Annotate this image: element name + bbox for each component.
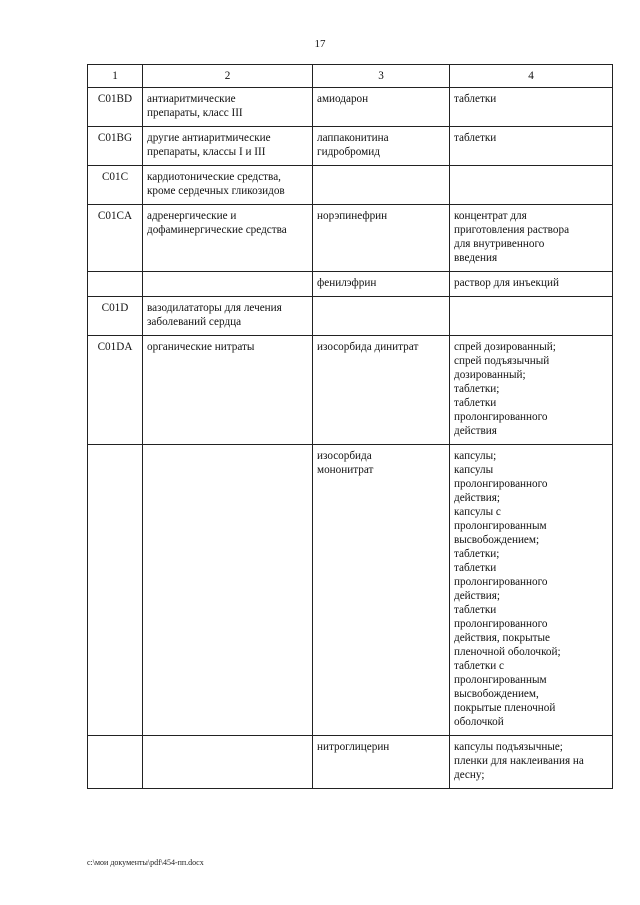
medication-table — [87, 64, 613, 789]
cell-text-line: введения — [454, 252, 498, 264]
cell-text-line: пленочной оболочкой; — [454, 646, 561, 658]
group-name-cell — [143, 205, 313, 272]
table-header-row — [88, 65, 613, 88]
group-name-cell — [143, 736, 313, 789]
cell-text-line: пролонгированного — [454, 478, 548, 490]
atc-code-cell: C01DA — [88, 336, 143, 445]
dosage-form-cell — [450, 88, 613, 127]
cell-text-line: заболеваний сердца — [147, 316, 242, 328]
cell-text-line: таблетки — [454, 132, 497, 144]
cell-text-line: пролонгированного — [454, 411, 548, 423]
cell-text-line: изосорбида — [317, 450, 372, 462]
atc-code-cell: C01BD — [88, 88, 143, 127]
drug-name-cell — [313, 205, 450, 272]
cell-text-line: таблетки; — [454, 548, 500, 560]
table-row — [88, 88, 613, 127]
drug-name-cell — [313, 736, 450, 789]
cell-text-line: другие антиаритмические — [147, 132, 271, 144]
atc-code-cell: C01C — [88, 166, 143, 205]
cell-text-line: амиодарон — [317, 93, 369, 105]
cell-text-line: пленки для наклеивания на — [454, 755, 584, 767]
dosage-form-cell — [450, 445, 613, 736]
group-name-cell — [143, 88, 313, 127]
table-row — [88, 336, 613, 445]
cell-text-line: капсулы — [454, 464, 494, 476]
atc-code-cell — [88, 736, 143, 789]
cell-text-line: кроме сердечных гликозидов — [147, 185, 285, 197]
cell-text-line: спрей дозированный; — [454, 341, 556, 353]
atc-code-cell: C01CA — [88, 205, 143, 272]
cell-text-line: оболочкой — [454, 716, 504, 728]
cell-text-line: таблетки с — [454, 660, 505, 672]
dosage-form-cell — [450, 336, 613, 445]
group-name-cell — [143, 272, 313, 297]
cell-text-line: таблетки — [454, 562, 497, 574]
cell-text-line: дозированный; — [454, 369, 526, 381]
cell-text-line: капсулы с — [454, 506, 501, 518]
cell-text-line: фенилэфрин — [317, 277, 377, 289]
cell-text-line: капсулы; — [454, 450, 497, 462]
group-name-cell — [143, 445, 313, 736]
dosage-form-cell — [450, 272, 613, 297]
cell-text-line: адренергические и — [147, 210, 237, 222]
cell-text-line: высвобождением, — [454, 688, 539, 700]
cell-text-line: действия — [454, 425, 497, 437]
cell-text-line: мононитрат — [317, 464, 374, 476]
cell-text-line: изосорбида динитрат — [317, 341, 419, 353]
cell-text-line: препараты, класс III — [147, 107, 243, 119]
atc-code-cell: C01D — [88, 297, 143, 336]
cell-text-line: концентрат для — [454, 210, 527, 222]
drug-name-cell — [313, 166, 450, 205]
group-name-cell — [143, 127, 313, 166]
column-header: 3 — [313, 65, 450, 88]
cell-text-line: раствор для инъекций — [454, 277, 559, 289]
table-body — [88, 88, 613, 789]
cell-text-line: органические нитраты — [147, 341, 255, 353]
group-name-cell — [143, 166, 313, 205]
group-name-cell — [143, 297, 313, 336]
cell-text-line: пролонгированного — [454, 576, 548, 588]
table-row — [88, 127, 613, 166]
cell-text-line: действия; — [454, 492, 501, 504]
table-row — [88, 205, 613, 272]
dosage-form-cell — [450, 127, 613, 166]
dosage-form-cell — [450, 297, 613, 336]
cell-text-line: таблетки — [454, 604, 497, 616]
drug-name-cell — [313, 88, 450, 127]
drug-name-cell — [313, 272, 450, 297]
drug-name-cell — [313, 336, 450, 445]
cell-text-line: нитроглицерин — [317, 741, 390, 753]
dosage-form-cell — [450, 166, 613, 205]
cell-text-line: антиаритмические — [147, 93, 236, 105]
cell-text-line: действия; — [454, 590, 501, 602]
cell-text-line: пролонгированного — [454, 618, 548, 630]
group-name-cell — [143, 336, 313, 445]
cell-text-line: таблетки; — [454, 383, 500, 395]
cell-text-line: гидробромид — [317, 146, 380, 158]
cell-text-line: для внутривенного — [454, 238, 545, 250]
column-header: 2 — [143, 65, 313, 88]
cell-text-line: норэпинефрин — [317, 210, 388, 222]
cell-text-line: десну; — [454, 769, 485, 781]
cell-text-line: покрытые пленочной — [454, 702, 556, 714]
dosage-form-cell — [450, 736, 613, 789]
table-row — [88, 445, 613, 736]
atc-code-cell — [88, 445, 143, 736]
dosage-form-cell — [450, 205, 613, 272]
page-number: 17 — [314, 38, 326, 50]
table-row — [88, 166, 613, 205]
table-row — [88, 736, 613, 789]
cell-text-line: пролонгированным — [454, 674, 547, 686]
drug-name-cell — [313, 297, 450, 336]
cell-text-line: спрей подъязычный — [454, 355, 550, 367]
cell-text-line: приготовления раствора — [454, 224, 570, 236]
cell-text-line: таблетки — [454, 93, 497, 105]
column-header: 1 — [88, 65, 143, 88]
cell-text-line: капсулы подъязычные; — [454, 741, 563, 753]
cell-text-line: вазодилататоры для лечения — [147, 302, 282, 314]
table-row — [88, 297, 613, 336]
drug-name-cell — [313, 127, 450, 166]
footer-file-path: c:\мои документы\pdf\454-пп.docx — [87, 858, 204, 867]
cell-text-line: дофаминергические средства — [147, 224, 287, 236]
atc-code-cell — [88, 272, 143, 297]
drug-name-cell — [313, 445, 450, 736]
cell-text-line: высвобождением; — [454, 534, 540, 546]
table-row — [88, 272, 613, 297]
cell-text-line: кардиотонические средства, — [147, 171, 281, 183]
atc-code-cell: C01BG — [88, 127, 143, 166]
cell-text-line: пролонгированным — [454, 520, 547, 532]
column-header: 4 — [450, 65, 613, 88]
cell-text-line: таблетки — [454, 397, 497, 409]
cell-text-line: препараты, классы I и III — [147, 146, 266, 158]
cell-text-line: действия, покрытые — [454, 632, 551, 644]
cell-text-line: лаппаконитина — [317, 132, 389, 144]
